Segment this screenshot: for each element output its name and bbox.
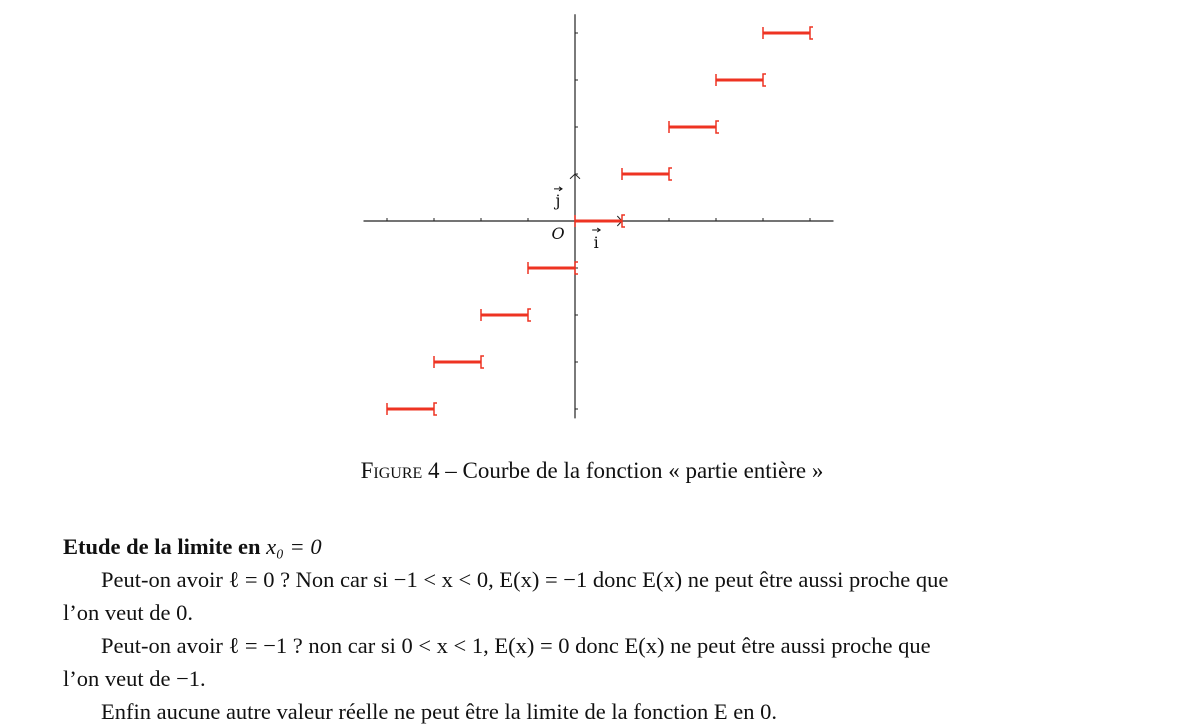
step-open-end <box>763 74 766 86</box>
body-text <box>63 530 1138 728</box>
step-segment <box>669 121 719 133</box>
paragraph-2-line-1: Peut-on avoir ℓ = −1 ? non car si 0 < x < 1, E(x) = 0 donc E(x) ne peut être aussi proche que <box>101 633 931 658</box>
caption-text: Courbe de la fonction « partie entière » <box>462 458 824 483</box>
section-title-math: x₀ = 0 <box>266 534 322 559</box>
paragraph-3-line-1: Enfin aucune autre valeur réelle ne peut être la limite de la fonction E en 0. <box>101 699 777 724</box>
paragraph-1-line-1: Peut-on avoir ℓ = 0 ? Non car si −1 < x < 0, E(x) = −1 donc E(x) ne peut être aussi proche que <box>101 567 949 592</box>
step-segment <box>763 27 813 39</box>
i-label: i <box>593 233 599 252</box>
step-segment <box>434 356 484 368</box>
step-segment <box>622 168 672 180</box>
step-segment <box>716 74 766 86</box>
axis-labels <box>551 187 600 252</box>
figure-caption <box>0 458 1184 484</box>
caption-label: Figure 4 <box>360 458 440 483</box>
paragraph-2-line-2: l’on veut de −1. <box>63 666 206 691</box>
origin-label: O <box>551 224 565 243</box>
step-segment <box>387 403 437 415</box>
step-open-end <box>716 121 719 133</box>
caption-separator: – <box>439 458 463 483</box>
step-open-end <box>528 309 531 321</box>
section-title-prefix: Etude de la limite en <box>63 534 267 559</box>
step-open-end <box>434 403 437 415</box>
step-segment <box>528 262 578 274</box>
step-open-end <box>481 356 484 368</box>
step-open-end <box>669 168 672 180</box>
step-segment <box>481 309 531 321</box>
step-open-end <box>810 27 813 39</box>
j-label: j <box>555 190 561 210</box>
paragraph-1-line-2: l’on veut de 0. <box>63 600 193 625</box>
i-label-arrow <box>592 228 600 232</box>
section-title <box>63 530 1138 563</box>
